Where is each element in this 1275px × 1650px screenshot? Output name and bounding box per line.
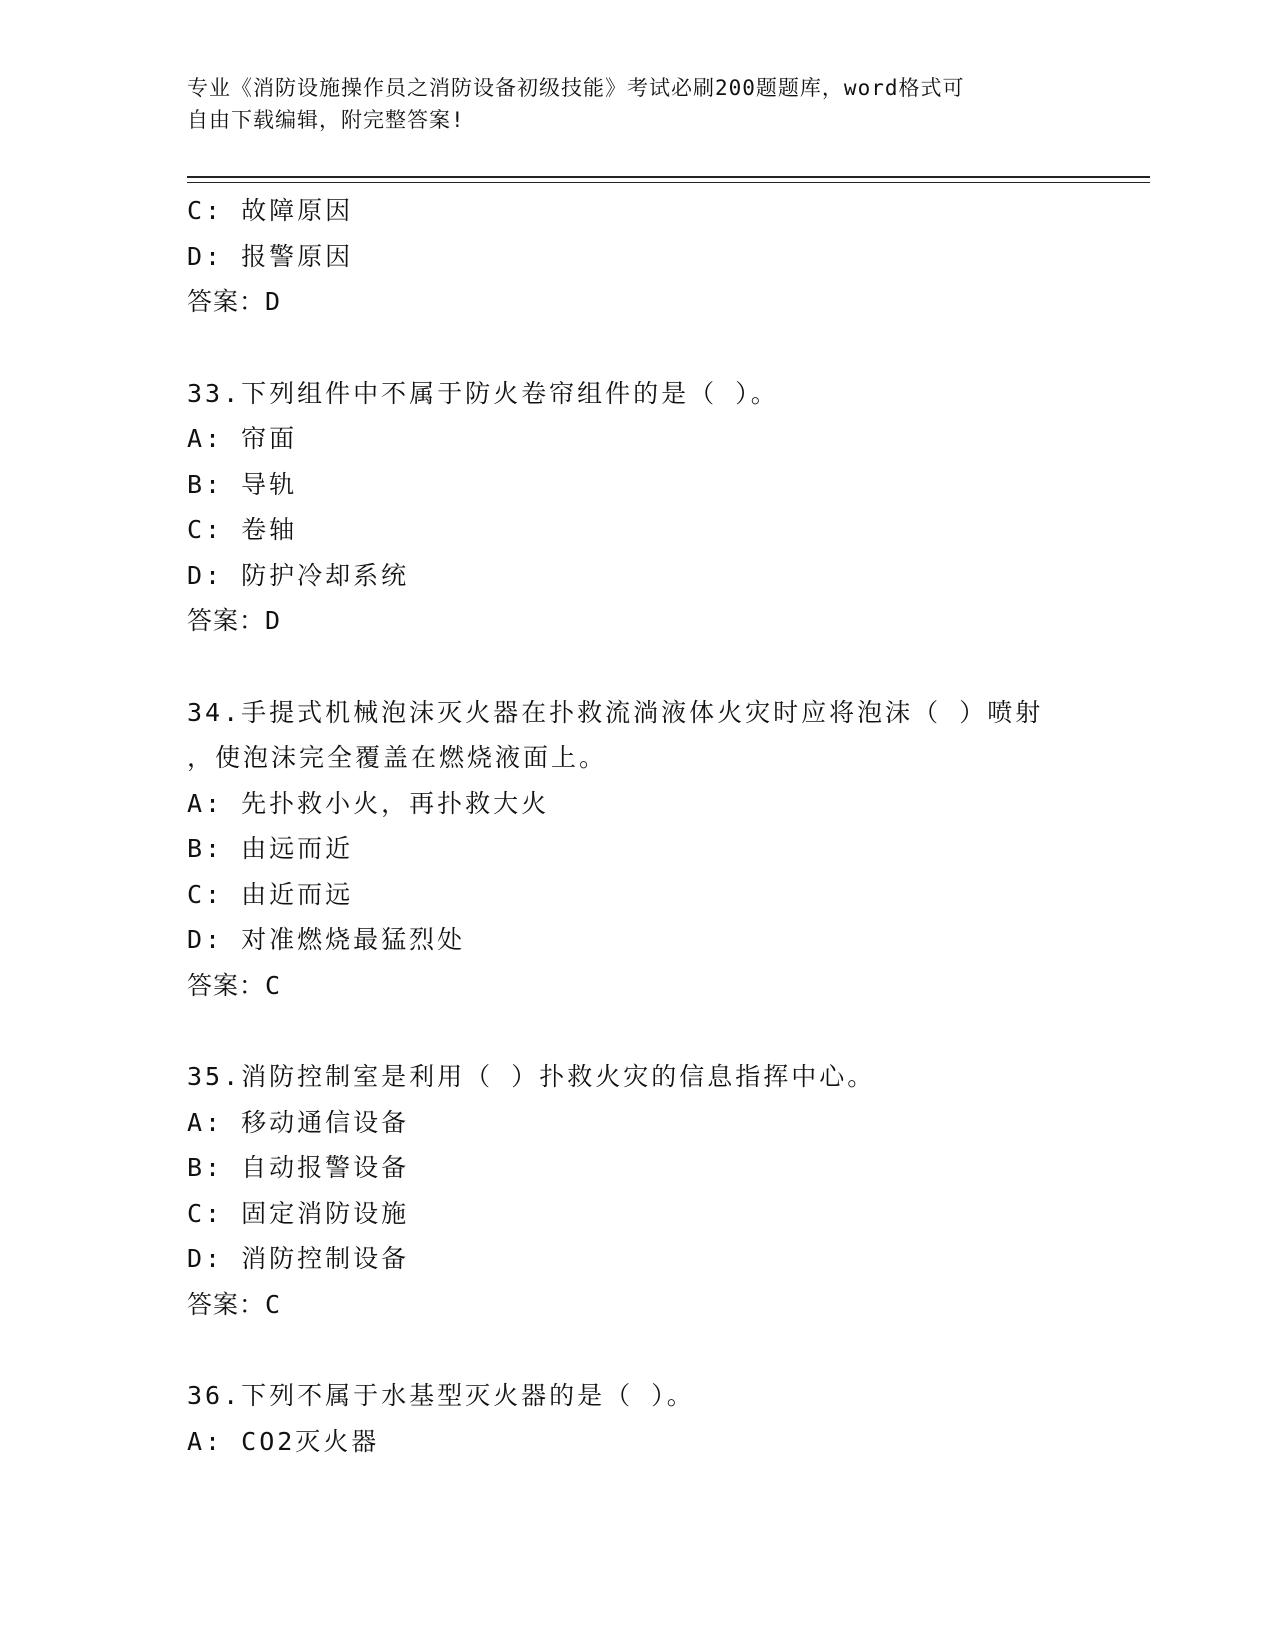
option-a: A: CO2灭火器 [187, 1426, 380, 1456]
question-34 [187, 690, 1087, 1009]
answer: 答案：C [187, 970, 282, 1000]
option-c: C: 由近而远 [187, 879, 354, 909]
option-a: A: 先扑救小火，再扑救大火 [187, 788, 550, 818]
header-divider-thick [187, 176, 1150, 178]
question-list [187, 188, 1087, 1464]
spacer [187, 1008, 1087, 1054]
option-b: B: 导轨 [187, 469, 298, 499]
question-33 [187, 371, 1087, 644]
question-text: 35.消防控制室是利用（ ）扑救火灾的信息指挥中心。 [187, 1062, 876, 1091]
header-divider-thin [187, 182, 1150, 183]
spacer [187, 1327, 1087, 1373]
answer: 答案：D [187, 287, 282, 316]
answer: 答案：D [187, 606, 282, 635]
option-d: D: 消防控制设备 [187, 1244, 410, 1273]
spacer [187, 644, 1087, 690]
option-d: D: 防护冷却系统 [187, 560, 410, 590]
spacer [187, 325, 1087, 371]
option-b: B: 自动报警设备 [187, 1153, 410, 1182]
option-d: D: 对准燃烧最猛烈处 [187, 925, 466, 954]
header-line-1: 专业《消防设施操作员之消防设备初级技能》考试必刷200题题库，word格式可 [187, 76, 965, 100]
question-35 [187, 1054, 1087, 1327]
question-text: 33.下列组件中不属于防火卷帘组件的是（ ）。 [187, 378, 779, 408]
option-c: C: 固定消防设施 [187, 1198, 410, 1228]
header-line-2: 自由下载编辑，附完整答案! [187, 108, 465, 132]
answer: 答案：C [187, 1289, 282, 1319]
question-text-line-2: ，使泡沫完全覆盖在燃烧液面上。 [187, 743, 608, 772]
option-d: D: 报警原因 [187, 241, 354, 271]
option-a: A: 移动通信设备 [187, 1107, 410, 1137]
document-header [187, 72, 1087, 136]
option-b: B: 由远而近 [187, 834, 354, 863]
question-text: 36.下列不属于水基型灭火器的是（ ）。 [187, 1381, 695, 1410]
question-text-line-1: 34.手提式机械泡沫灭火器在扑救流淌液体火灾时应将泡沫（ ）喷射 [187, 697, 1044, 727]
question-32 [187, 188, 1087, 325]
question-36 [187, 1373, 1087, 1464]
option-c: C: 故障原因 [187, 196, 354, 225]
option-c: C: 卷轴 [187, 515, 298, 544]
option-a: A: 帘面 [187, 424, 298, 453]
